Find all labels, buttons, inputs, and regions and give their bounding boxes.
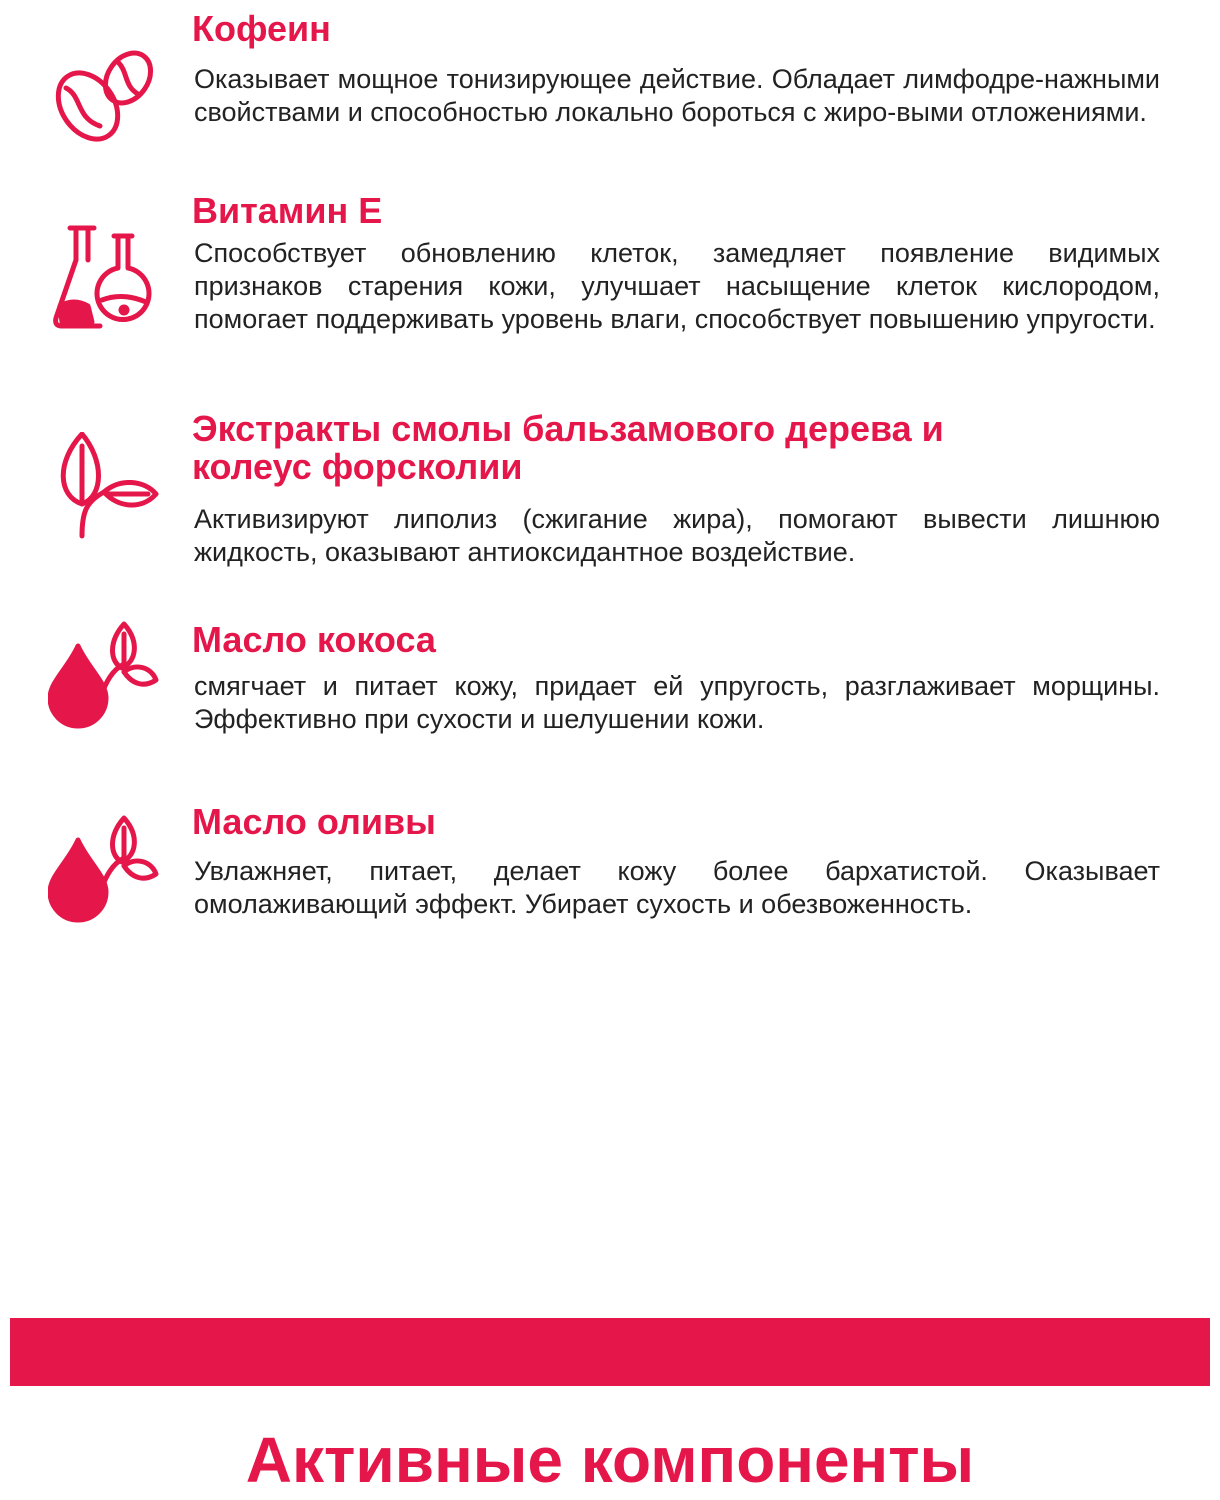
leaves-sprout-icon bbox=[48, 432, 160, 544]
ingredient-description: Активизируют липолиз (сжигание жира), помогают вывести лишнюю жидкость, оказывают антиоксидантное воздействие. bbox=[194, 504, 1160, 567]
flasks-icon bbox=[48, 222, 160, 334]
ingredient-description: Оказывает мощное тонизирующее действие. Обладает лимфодре-нажными свойствами и способностью локально бороться с жиро-выми отложениями. bbox=[194, 64, 1160, 127]
ingredient-title: Витамин Е bbox=[192, 190, 383, 231]
ingredient-title: Масло оливы bbox=[192, 801, 436, 842]
red-banner bbox=[10, 1318, 1210, 1386]
ingredient-title: Масло кокоса bbox=[192, 619, 436, 660]
ingredient-title: Экстракты смолы бальзамового дерева и колеус форсколии bbox=[192, 408, 944, 487]
ingredient-description: смягчает и питает кожу, придает ей упругость, разглаживает морщины. Эффективно при сухости и шелушении кожи. bbox=[194, 671, 1160, 734]
oil-drop-leaves-icon bbox=[48, 618, 160, 730]
ingredient-title: Кофеин bbox=[192, 8, 331, 49]
page-title: Активные компоненты bbox=[245, 1424, 975, 1496]
ingredient-description: Увлажняет, питает, делает кожу более бархатистой. Оказывает омолаживающий эффект. Убирает сухость и обезвоженность. bbox=[194, 856, 1160, 919]
coffee-beans-icon bbox=[48, 44, 160, 156]
ingredient-description: Способствует обновлению клеток, замедляет появление видимых признаков старения кожи, улучшает насыщение клеток кислородом, помогает поддерживать уровень влаги, способствует повышению упругости. bbox=[194, 238, 1160, 334]
oil-drop-leaves-icon bbox=[48, 812, 160, 924]
